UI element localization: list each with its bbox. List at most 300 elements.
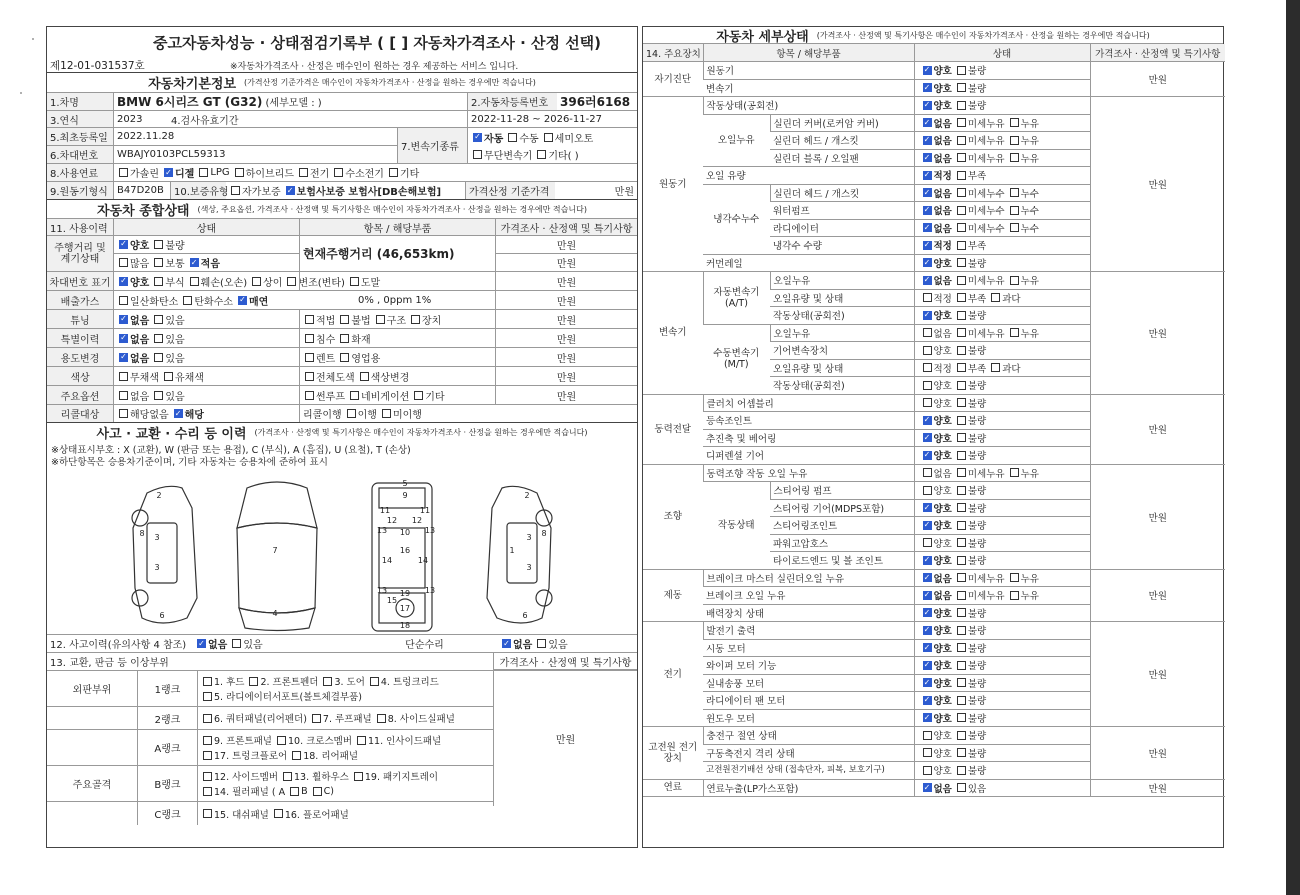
- checkbox-option[interactable]: [345, 388, 409, 403]
- empty-box-icon[interactable]: [354, 772, 363, 781]
- empty-box-icon[interactable]: [154, 315, 163, 324]
- checkbox-option[interactable]: [918, 501, 952, 515]
- checkbox-option[interactable]: [371, 312, 406, 327]
- empty-box-icon[interactable]: [313, 787, 322, 796]
- empty-box-icon[interactable]: [957, 136, 966, 145]
- checkbox-option[interactable]: [918, 308, 952, 322]
- empty-box-icon[interactable]: [544, 133, 553, 142]
- checkbox-option[interactable]: [281, 183, 441, 198]
- empty-box-icon[interactable]: [957, 538, 966, 547]
- empty-box-icon[interactable]: [923, 381, 932, 390]
- checked-box-icon[interactable]: ✓: [503, 638, 510, 648]
- empty-box-icon[interactable]: [370, 677, 379, 686]
- checked-box-icon[interactable]: ✓: [286, 185, 294, 195]
- checkbox-option[interactable]: [918, 151, 952, 165]
- empty-box-icon[interactable]: [957, 608, 966, 617]
- checkbox-option[interactable]: [198, 748, 287, 762]
- checkbox-option[interactable]: [918, 413, 952, 427]
- checkbox-option[interactable]: [192, 636, 227, 651]
- checked-box-icon[interactable]: ✓: [923, 275, 931, 285]
- checkbox-option[interactable]: [198, 711, 307, 725]
- checkbox-option[interactable]: [278, 769, 349, 783]
- checked-box-icon[interactable]: ✓: [923, 310, 931, 320]
- checkbox-option[interactable]: [952, 483, 986, 497]
- empty-box-icon[interactable]: [119, 372, 128, 381]
- checkbox-option[interactable]: [185, 274, 247, 289]
- checkbox-option[interactable]: [406, 312, 441, 327]
- checked-box-icon[interactable]: ✓: [923, 695, 931, 705]
- empty-box-icon[interactable]: [957, 101, 966, 110]
- empty-box-icon[interactable]: [323, 677, 332, 686]
- empty-box-icon[interactable]: [154, 240, 163, 249]
- checkbox-option[interactable]: [952, 98, 986, 112]
- checked-box-icon[interactable]: ✓: [120, 352, 127, 361]
- empty-box-icon[interactable]: [154, 391, 163, 400]
- checkbox-option[interactable]: [227, 636, 262, 651]
- empty-box-icon[interactable]: [360, 372, 369, 381]
- checkbox-option[interactable]: [1005, 588, 1039, 602]
- checkbox-option[interactable]: [918, 221, 952, 235]
- empty-box-icon[interactable]: [283, 772, 292, 781]
- checkbox-option[interactable]: [918, 571, 952, 585]
- empty-box-icon[interactable]: [164, 372, 173, 381]
- checked-box-icon[interactable]: ✓: [239, 295, 246, 304]
- empty-box-icon[interactable]: [957, 486, 966, 495]
- checkbox-option[interactable]: [918, 343, 952, 357]
- checked-box-icon[interactable]: ✓: [923, 135, 931, 145]
- empty-box-icon[interactable]: [957, 731, 966, 740]
- empty-box-icon[interactable]: [1010, 591, 1019, 600]
- empty-box-icon[interactable]: [1010, 223, 1019, 232]
- empty-box-icon[interactable]: [414, 391, 423, 400]
- empty-box-icon[interactable]: [537, 639, 546, 648]
- checkbox-option[interactable]: [918, 553, 952, 567]
- checkbox-option[interactable]: [149, 237, 184, 252]
- checkbox-option[interactable]: [918, 483, 952, 497]
- empty-box-icon[interactable]: [1010, 118, 1019, 127]
- checkbox-option[interactable]: [149, 331, 184, 346]
- checkbox-option[interactable]: [149, 255, 184, 270]
- checkbox-option[interactable]: [194, 167, 229, 178]
- checkbox-option[interactable]: [149, 312, 184, 327]
- checkbox-option[interactable]: [503, 130, 538, 145]
- checkbox-option[interactable]: [952, 658, 986, 672]
- checked-box-icon[interactable]: ✓: [120, 333, 127, 342]
- empty-box-icon[interactable]: [923, 346, 932, 355]
- checkbox-option[interactable]: [952, 413, 986, 427]
- empty-box-icon[interactable]: [231, 186, 240, 195]
- checkbox-option[interactable]: [952, 763, 986, 777]
- empty-box-icon[interactable]: [1010, 153, 1019, 162]
- empty-box-icon[interactable]: [235, 168, 244, 177]
- empty-box-icon[interactable]: [340, 334, 349, 343]
- empty-box-icon[interactable]: [340, 353, 349, 362]
- checkbox-option[interactable]: [918, 133, 952, 147]
- empty-box-icon[interactable]: [957, 766, 966, 775]
- checked-box-icon[interactable]: ✓: [923, 607, 931, 617]
- checked-box-icon[interactable]: ✓: [923, 170, 931, 180]
- checkbox-option[interactable]: [952, 273, 1005, 287]
- checkbox-option[interactable]: [318, 674, 364, 688]
- empty-box-icon[interactable]: [923, 538, 932, 547]
- checkbox-option[interactable]: [114, 165, 159, 180]
- checkbox-option[interactable]: [952, 326, 1005, 340]
- empty-box-icon[interactable]: [203, 692, 212, 701]
- checkbox-option[interactable]: [114, 350, 149, 365]
- checked-box-icon[interactable]: ✓: [923, 660, 931, 670]
- checkbox-option[interactable]: [352, 733, 441, 747]
- checkbox-option[interactable]: [149, 274, 184, 289]
- checkbox-option[interactable]: [1005, 326, 1039, 340]
- empty-box-icon[interactable]: [340, 315, 349, 324]
- checkbox-option[interactable]: [952, 693, 986, 707]
- checkbox-option[interactable]: [952, 728, 986, 742]
- empty-box-icon[interactable]: [957, 713, 966, 722]
- checkbox-option[interactable]: [952, 343, 986, 357]
- checkbox-option[interactable]: [986, 361, 1020, 375]
- empty-box-icon[interactable]: [473, 150, 482, 159]
- empty-box-icon[interactable]: [957, 696, 966, 705]
- checkbox-option[interactable]: [918, 763, 952, 777]
- empty-box-icon[interactable]: [923, 748, 932, 757]
- empty-box-icon[interactable]: [957, 153, 966, 162]
- empty-box-icon[interactable]: [957, 503, 966, 512]
- checkbox-option[interactable]: [185, 255, 220, 270]
- empty-box-icon[interactable]: [305, 372, 314, 381]
- checkbox-option[interactable]: [952, 466, 1005, 480]
- empty-box-icon[interactable]: [290, 787, 299, 796]
- empty-box-icon[interactable]: [1010, 573, 1019, 582]
- empty-box-icon[interactable]: [154, 258, 163, 267]
- empty-box-icon[interactable]: [957, 573, 966, 582]
- checkbox-option[interactable]: [114, 312, 149, 327]
- empty-box-icon[interactable]: [119, 296, 128, 305]
- checkbox-option[interactable]: [952, 781, 986, 795]
- empty-box-icon[interactable]: [382, 409, 391, 418]
- empty-box-icon[interactable]: [957, 678, 966, 687]
- checked-box-icon[interactable]: ✓: [923, 117, 931, 127]
- empty-box-icon[interactable]: [203, 736, 212, 745]
- checkbox-option[interactable]: [918, 693, 952, 707]
- checkbox-option[interactable]: [952, 361, 986, 375]
- checked-box-icon[interactable]: ✓: [923, 625, 931, 635]
- checkbox-option[interactable]: [532, 636, 567, 651]
- empty-box-icon[interactable]: [347, 409, 356, 418]
- checkbox-option[interactable]: [918, 711, 952, 725]
- checked-box-icon[interactable]: ✓: [923, 450, 931, 460]
- checkbox-option[interactable]: [226, 183, 281, 198]
- empty-box-icon[interactable]: [957, 258, 966, 267]
- empty-box-icon[interactable]: [350, 391, 359, 400]
- checkbox-option[interactable]: [300, 369, 355, 384]
- checkbox-option[interactable]: [233, 293, 268, 308]
- checkbox-option[interactable]: [198, 784, 285, 798]
- empty-box-icon[interactable]: [923, 766, 932, 775]
- checked-box-icon[interactable]: ✓: [923, 555, 931, 565]
- empty-box-icon[interactable]: [957, 188, 966, 197]
- empty-box-icon[interactable]: [119, 258, 128, 267]
- checkbox-option[interactable]: [952, 186, 1005, 200]
- checked-box-icon[interactable]: ✓: [923, 205, 931, 215]
- empty-box-icon[interactable]: [923, 293, 932, 302]
- checkbox-option[interactable]: [169, 406, 204, 421]
- checked-box-icon[interactable]: ✓: [923, 240, 931, 250]
- checkbox-option[interactable]: [952, 238, 986, 252]
- checkbox-option[interactable]: [986, 291, 1020, 305]
- empty-box-icon[interactable]: [389, 168, 398, 177]
- empty-box-icon[interactable]: [357, 736, 366, 745]
- checkbox-option[interactable]: [198, 689, 362, 703]
- empty-box-icon[interactable]: [305, 391, 314, 400]
- checkbox-option[interactable]: [114, 293, 178, 308]
- empty-box-icon[interactable]: [957, 661, 966, 670]
- checkbox-option[interactable]: [918, 536, 952, 550]
- checked-box-icon[interactable]: ✓: [198, 638, 205, 648]
- checkbox-option[interactable]: [918, 606, 952, 620]
- empty-box-icon[interactable]: [305, 353, 314, 362]
- checkbox-option[interactable]: [952, 641, 986, 655]
- empty-box-icon[interactable]: [154, 353, 163, 362]
- checkbox-option[interactable]: [952, 553, 986, 567]
- empty-box-icon[interactable]: [508, 133, 517, 142]
- checkbox-option[interactable]: [230, 165, 294, 180]
- checkbox-option[interactable]: [952, 203, 1005, 217]
- empty-box-icon[interactable]: [1010, 468, 1019, 477]
- checkbox-option[interactable]: [952, 308, 986, 322]
- empty-box-icon[interactable]: [957, 521, 966, 530]
- checkbox-option[interactable]: [1005, 221, 1039, 235]
- empty-box-icon[interactable]: [277, 736, 286, 745]
- checkbox-option[interactable]: [952, 448, 986, 462]
- checkbox-option[interactable]: [287, 748, 358, 762]
- checkbox-option[interactable]: [497, 636, 532, 651]
- checkbox-option[interactable]: [307, 711, 372, 725]
- empty-box-icon[interactable]: [957, 363, 966, 372]
- empty-box-icon[interactable]: [203, 772, 212, 781]
- empty-box-icon[interactable]: [957, 241, 966, 250]
- empty-box-icon[interactable]: [957, 118, 966, 127]
- checkbox-option[interactable]: [952, 168, 986, 182]
- checked-box-icon[interactable]: ✓: [923, 712, 931, 722]
- checked-box-icon[interactable]: ✓: [923, 432, 931, 442]
- checked-box-icon[interactable]: ✓: [923, 152, 931, 162]
- checkbox-option[interactable]: [918, 676, 952, 690]
- empty-box-icon[interactable]: [203, 751, 212, 760]
- empty-box-icon[interactable]: [957, 66, 966, 75]
- checkbox-option[interactable]: [349, 769, 438, 783]
- empty-box-icon[interactable]: [190, 277, 199, 286]
- checkbox-option[interactable]: [918, 116, 952, 130]
- checked-box-icon[interactable]: ✓: [120, 276, 127, 285]
- empty-box-icon[interactable]: [203, 787, 212, 796]
- empty-box-icon[interactable]: [203, 809, 212, 818]
- checkbox-option[interactable]: [1005, 151, 1039, 165]
- empty-box-icon[interactable]: [957, 346, 966, 355]
- checkbox-option[interactable]: [342, 406, 377, 421]
- checkbox-option[interactable]: [952, 256, 986, 270]
- empty-box-icon[interactable]: [199, 168, 208, 177]
- empty-box-icon[interactable]: [957, 328, 966, 337]
- checkbox-option[interactable]: [952, 571, 1005, 585]
- empty-box-icon[interactable]: [1010, 328, 1019, 337]
- checkbox-option[interactable]: [300, 331, 335, 346]
- empty-box-icon[interactable]: [957, 451, 966, 460]
- empty-box-icon[interactable]: [957, 468, 966, 477]
- empty-box-icon[interactable]: [287, 277, 296, 286]
- checkbox-option[interactable]: [918, 291, 952, 305]
- empty-box-icon[interactable]: [923, 328, 932, 337]
- checkbox-option[interactable]: [918, 256, 952, 270]
- empty-box-icon[interactable]: [957, 643, 966, 652]
- checked-box-icon[interactable]: ✓: [923, 65, 931, 75]
- checkbox-option[interactable]: [918, 518, 952, 532]
- checked-box-icon[interactable]: ✓: [190, 257, 198, 267]
- checkbox-option[interactable]: [952, 606, 986, 620]
- empty-box-icon[interactable]: [957, 206, 966, 215]
- checkbox-option[interactable]: [468, 130, 503, 145]
- checked-box-icon[interactable]: ✓: [923, 82, 931, 92]
- checkbox-option[interactable]: [952, 396, 986, 410]
- checkbox-option[interactable]: [918, 396, 952, 410]
- checkbox-option[interactable]: [952, 518, 986, 532]
- checkbox-option[interactable]: [918, 238, 952, 252]
- checkbox-option[interactable]: [952, 746, 986, 760]
- checkbox-option[interactable]: [952, 116, 1005, 130]
- checkbox-option[interactable]: [300, 312, 335, 327]
- checked-box-icon[interactable]: ✓: [120, 314, 127, 323]
- empty-box-icon[interactable]: [119, 168, 128, 177]
- checked-box-icon[interactable]: ✓: [923, 590, 931, 600]
- checkbox-option[interactable]: [269, 807, 349, 821]
- checkbox-option[interactable]: [198, 674, 244, 688]
- checked-box-icon[interactable]: ✓: [923, 572, 931, 582]
- empty-box-icon[interactable]: [957, 223, 966, 232]
- empty-box-icon[interactable]: [299, 168, 308, 177]
- checkbox-option[interactable]: [294, 165, 329, 180]
- checkbox-option[interactable]: [1005, 273, 1039, 287]
- checkbox-option[interactable]: [952, 151, 1005, 165]
- checked-box-icon[interactable]: ✓: [165, 167, 172, 177]
- checkbox-option[interactable]: [952, 623, 986, 637]
- checkbox-option[interactable]: [918, 623, 952, 637]
- empty-box-icon[interactable]: [957, 381, 966, 390]
- empty-box-icon[interactable]: [203, 714, 212, 723]
- checkbox-option[interactable]: [335, 331, 370, 346]
- checkbox-option[interactable]: [285, 784, 308, 798]
- checkbox-option[interactable]: [532, 147, 578, 162]
- empty-box-icon[interactable]: [957, 276, 966, 285]
- empty-box-icon[interactable]: [957, 83, 966, 92]
- checked-box-icon[interactable]: ✓: [923, 502, 931, 512]
- checked-box-icon[interactable]: ✓: [923, 415, 931, 425]
- empty-box-icon[interactable]: [1010, 206, 1019, 215]
- checked-box-icon[interactable]: ✓: [923, 257, 931, 267]
- checkbox-option[interactable]: [918, 466, 952, 480]
- empty-box-icon[interactable]: [991, 363, 1000, 372]
- checkbox-option[interactable]: [159, 165, 194, 180]
- checkbox-option[interactable]: [335, 312, 370, 327]
- checked-box-icon[interactable]: ✓: [923, 187, 931, 197]
- empty-box-icon[interactable]: [537, 150, 546, 159]
- empty-box-icon[interactable]: [957, 398, 966, 407]
- checked-box-icon[interactable]: ✓: [474, 132, 481, 141]
- empty-box-icon[interactable]: [377, 714, 386, 723]
- checkbox-option[interactable]: [468, 147, 532, 162]
- checkbox-option[interactable]: [918, 203, 952, 217]
- checked-box-icon[interactable]: ✓: [923, 677, 931, 687]
- empty-box-icon[interactable]: [923, 486, 932, 495]
- empty-box-icon[interactable]: [923, 363, 932, 372]
- checkbox-option[interactable]: [918, 326, 952, 340]
- checkbox-option[interactable]: [1005, 466, 1039, 480]
- checkbox-option[interactable]: [1005, 203, 1039, 217]
- checked-box-icon[interactable]: ✓: [923, 222, 931, 232]
- checkbox-option[interactable]: [952, 81, 986, 95]
- empty-box-icon[interactable]: [252, 277, 261, 286]
- checkbox-option[interactable]: [918, 658, 952, 672]
- checked-box-icon[interactable]: ✓: [923, 782, 931, 792]
- checkbox-option[interactable]: [918, 641, 952, 655]
- empty-box-icon[interactable]: [957, 748, 966, 757]
- checkbox-option[interactable]: [918, 588, 952, 602]
- checkbox-option[interactable]: [918, 168, 952, 182]
- empty-box-icon[interactable]: [154, 334, 163, 343]
- checkbox-option[interactable]: [918, 81, 952, 95]
- empty-box-icon[interactable]: [119, 409, 128, 418]
- checkbox-option[interactable]: [335, 350, 380, 365]
- checkbox-option[interactable]: [365, 674, 439, 688]
- empty-box-icon[interactable]: [305, 334, 314, 343]
- empty-box-icon[interactable]: [292, 751, 301, 760]
- checkbox-option[interactable]: [952, 291, 986, 305]
- checkbox-option[interactable]: [300, 388, 345, 403]
- empty-box-icon[interactable]: [183, 296, 192, 305]
- checkbox-option[interactable]: [918, 98, 952, 112]
- checkbox-option[interactable]: [355, 369, 410, 384]
- checkbox-option[interactable]: [918, 431, 952, 445]
- checked-box-icon[interactable]: ✓: [174, 408, 182, 418]
- empty-box-icon[interactable]: [305, 315, 314, 324]
- checkbox-option[interactable]: [539, 130, 594, 145]
- checkbox-option[interactable]: [114, 388, 149, 403]
- checkbox-option[interactable]: [1005, 186, 1039, 200]
- empty-box-icon[interactable]: [923, 468, 932, 477]
- checkbox-option[interactable]: [918, 448, 952, 462]
- checkbox-option[interactable]: [952, 711, 986, 725]
- checkbox-option[interactable]: [1005, 133, 1039, 147]
- checkbox-option[interactable]: [1005, 116, 1039, 130]
- checkbox-option[interactable]: [377, 406, 422, 421]
- checkbox-option[interactable]: [244, 674, 318, 688]
- empty-box-icon[interactable]: [957, 626, 966, 635]
- empty-box-icon[interactable]: [274, 809, 283, 818]
- checkbox-option[interactable]: [178, 293, 233, 308]
- empty-box-icon[interactable]: [957, 171, 966, 180]
- empty-box-icon[interactable]: [376, 315, 385, 324]
- empty-box-icon[interactable]: [312, 714, 321, 723]
- checkbox-option[interactable]: [198, 733, 272, 747]
- checkbox-option[interactable]: [384, 165, 419, 180]
- empty-box-icon[interactable]: [957, 433, 966, 442]
- checkbox-option[interactable]: [114, 369, 159, 384]
- checkbox-option[interactable]: [149, 388, 184, 403]
- empty-box-icon[interactable]: [923, 731, 932, 740]
- checkbox-option[interactable]: [198, 769, 278, 783]
- empty-box-icon[interactable]: [334, 168, 343, 177]
- empty-box-icon[interactable]: [119, 391, 128, 400]
- empty-box-icon[interactable]: [411, 315, 420, 324]
- checkbox-option[interactable]: [918, 728, 952, 742]
